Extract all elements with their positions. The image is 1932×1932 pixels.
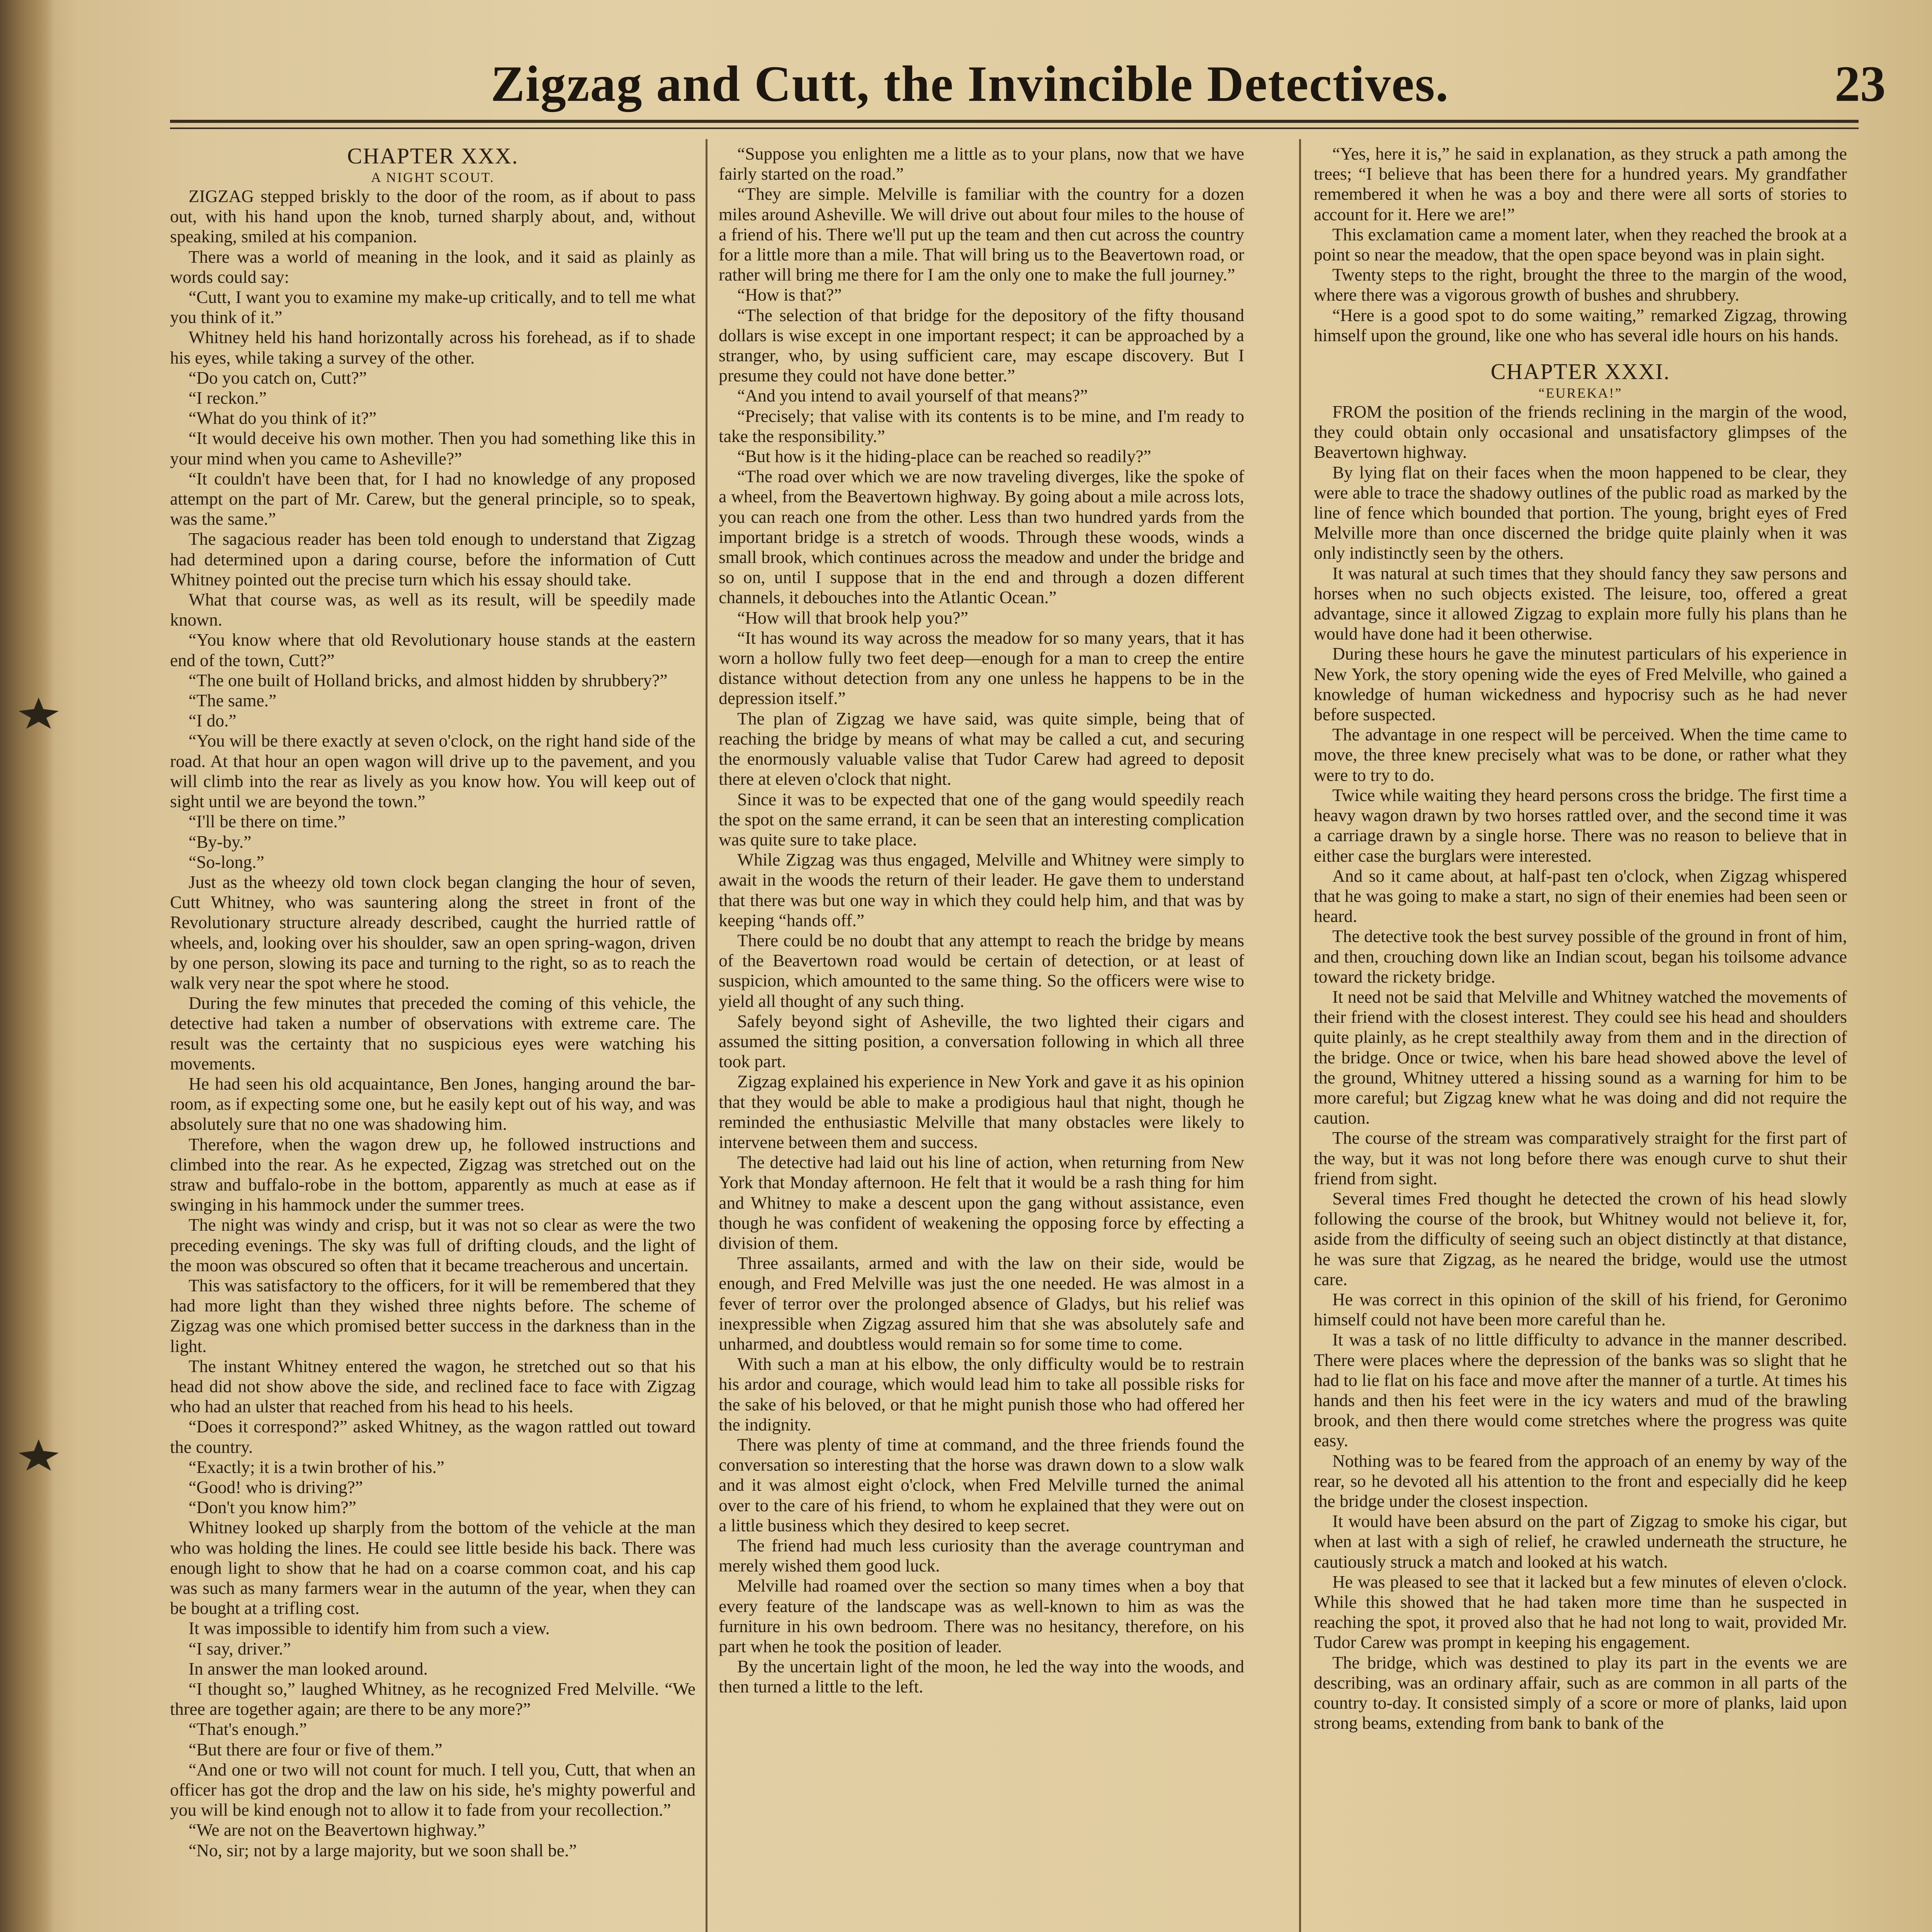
column-divider — [706, 139, 707, 1932]
column-body — [1314, 144, 1847, 345]
paragraph: Safely beyond sight of Asheville, the two lighted their cigars and assumed the sitting position, a conversation following in which all three took part. — [719, 1011, 1244, 1071]
paragraph: “It would deceive his own mother. Then you had something like this in your mind when you came to Asheville?” — [170, 428, 696, 468]
paragraph: Melville had roamed over the section so many times when a boy that every feature of the landscape was as well-known to him as was the furniture in his own bedroom. There was no hesitancy, therefore, on his part when he took the position of leader. — [719, 1576, 1244, 1656]
paragraph: By the uncertain light of the moon, he led the way into the woods, and then turned a little to the left. — [719, 1656, 1244, 1697]
column-divider — [1299, 139, 1301, 1932]
paragraph: The detective took the best survey possible of the ground in front of him, and then, crouching down like an Indian scout, began his toilsome advance toward the rickety bridge. — [1314, 926, 1847, 986]
paragraph: He was correct in this opinion of the skill of his friend, for Geronimo himself could not have been more careful than he. — [1314, 1289, 1847, 1330]
paragraph: “But there are four or five of them.” — [189, 1739, 442, 1759]
paragraph: By lying flat on their faces when the moon happened to be clear, they were able to trace the shadowy outlines of the public road as marked by the line of fence which bounded that portion. The young, bright eyes of Fred Melville more than once discerned the bridge quite plainly when it was only indistinctly seen by the others. — [1314, 462, 1847, 563]
column-body — [170, 186, 696, 1861]
paragraph: In answer the man looked around. — [189, 1658, 428, 1679]
text-column-2 — [719, 144, 1244, 1932]
paragraph: Twenty steps to the right, brought the three to the margin of the wood, where there was a vigorous growth of bushes and shrubbery. — [1314, 265, 1847, 305]
paragraph: The detective had laid out his line of action, when returning from New York that Monday afternoon. He felt that it would be a rash thing for him and Whitney to make a descent upon the gang without assistance, even though he was confident of weakening the opposing force by effecting a division of them. — [719, 1152, 1244, 1253]
paragraph: “They are simple. Melville is familiar with the country for a dozen miles around Asheville. We will drive out about four miles to the house of a friend of his. There we'll put up the team and then cut across the country for a little more than a mile. That will bring us to the Beavertown road, or rather will bring me there for I am the only one to make the full journey.” — [719, 184, 1244, 285]
star-staple-icon — [15, 1437, 62, 1472]
paragraph: “I say, driver.” — [189, 1638, 291, 1658]
paragraph: The plan of Zigzag we have said, was quite simple, being that of reaching the bridge by means of what may be called a cut, and securing the enormously valuable valise that Tudor Carew had agreed to deposit there at eleven o'clock that night. — [719, 708, 1244, 789]
paragraph: “What do you think of it?” — [189, 408, 377, 428]
paragraph: It was natural at such times that they should fancy they saw persons and horses when no such objects existed. The leisure, too, offered a great advantage, since it allowed Zigzag to explain more fully his plans than he would have done had it been otherwise. — [1314, 563, 1847, 644]
paragraph: “You will be there exactly at seven o'clock, on the right hand side of the road. At that hour an open wagon will drive up to the pavement, and you will climb into the rear as lively as you know how. You will keep out of sight until we are beyond the town.” — [170, 731, 696, 811]
chapter-heading: CHAPTER XXXI. — [1490, 359, 1670, 384]
paragraph: “How is that?” — [737, 285, 842, 305]
paragraph: Therefore, when the wagon drew up, he followed instructions and climbed into the rear. As he expected, Zigzag was stretched out on the straw and buffalo-robe in the bottom, apparently as much at ease as if swinging in his hammock under the summer trees. — [170, 1134, 696, 1215]
paragraph: Twice while waiting they heard persons cross the bridge. The first time a heavy wagon drawn by two horses rattled over, and the second time it was a carriage drawn by a single horse. There was no reason to believe that in either case the burglars were interested. — [1314, 785, 1847, 866]
paragraph: “By-by.” — [189, 832, 252, 852]
paragraph: “We are not on the Beavertown highway.” — [189, 1820, 485, 1840]
paragraph: It was a task of no little difficulty to advance in the manner described. There were places where the depression of the banks was so slight that he had to lie flat on his face and move after the manner of a turtle. At times his hands and then his feet were in the icy waters and mud of the brawling brook, and then there would come stretches where the progress was quite easy. — [1314, 1330, 1847, 1451]
paragraph: “I do.” — [189, 711, 236, 731]
paragraph: It need not be said that Melville and Whitney watched the movements of their friend with the closest interest. They could see his head and shoulders quite plainly, as he crept stealthily away from them and in the direction of the bridge. Once or twice, when his bare head showed above the level of the ground, Whitney uttered a hissing sound as a warning for him to be more careful; but Zigzag knew what he was doing and did not require the caution. — [1314, 986, 1847, 1128]
chapter-subtitle: “EUREKA!” — [1538, 385, 1622, 401]
paragraph: This was satisfactory to the officers, for it will be remembered that they had more light than they wished three nights before. The scheme of Zigzag was one which promised better success in the darkness than in the light. — [170, 1275, 696, 1356]
paragraph: FROM the position of the friends reclining in the margin of the wood, they could obtain only occasional and unsatisfactory glimpses of the Beavertown highway. — [1314, 402, 1847, 462]
paragraph: Just as the wheezy old town clock began clanging the hour of seven, Cutt Whitney, who was sauntering along the street in front of the Revolutionary structure already described, caught the hurried rattle of wheels, and, looking over his shoulder, saw an open spring-wagon, driven by one person, slowing its pace and turning to the right, so as to reach the walk very near the spot where he stood. — [170, 872, 696, 993]
header-rule-thin — [170, 128, 1859, 129]
paragraph: “Exactly; it is a twin brother of his.” — [189, 1457, 445, 1477]
paragraph: There was plenty of time at command, and the three friends found the conversation so interesting that the horse was drawn down to a slow walk and it was almost eight o'clock, when Fred Melville turned the animal over to the care of his friend, to whom he explained that they were out on a little business which they desired to keep secret. — [719, 1435, 1244, 1535]
paragraph: “Don't you know him?” — [189, 1497, 357, 1517]
paragraph: “You know where that old Revolutionary house stands at the eastern end of the town, Cutt?” — [170, 630, 696, 670]
paragraph: “Suppose you enlighten me a little as to your plans, now that we have fairly started on the road.” — [719, 144, 1244, 184]
paragraph: “No, sir; not by a large majority, but we soon shall be.” — [189, 1840, 577, 1860]
paragraph: “It couldn't have been that, for I had no knowledge of any proposed attempt on the part of Mr. Carew, but the general principle, so to speak, was the same.” — [170, 468, 696, 529]
paragraph: The instant Whitney entered the wagon, he stretched out so that his head did not show above the side, and reclined face to face with Zigzag who had an ulster that reached from his head to his heels. — [170, 1356, 696, 1417]
paragraph: “Yes, here it is,” he said in explanation, as they struck a path among the trees; “I believe that has been there for a hundred years. My grandfather remembered it when he was a boy and there were all sorts of stories to account for it. Here we are!” — [1314, 144, 1847, 224]
paragraph: The night was windy and crisp, but it was not so clear as were the two preceding evenings. The sky was full of drifting clouds, and the light of the moon was obscured so often that it became treacherous and uncertain. — [170, 1215, 696, 1275]
paragraph: It was impossible to identify him from such a view. — [189, 1618, 550, 1638]
chapter-heading: CHAPTER XXX. — [347, 144, 519, 168]
paragraph: “That's enough.” — [189, 1719, 307, 1739]
paragraph: “So-long.” — [189, 852, 264, 872]
paragraph: “And one or two will not count for much. I tell you, Cutt, that when an officer has got the drop and the law on his side, he's mighty powerful and you will be kind enough not to allow it to fade from your recollection.” — [170, 1759, 696, 1820]
paragraph: The friend had much less curiosity than the average countryman and merely wished them good luck. — [719, 1536, 1244, 1576]
paragraph: There was a world of meaning in the look, and it said as plainly as words could say: — [170, 247, 696, 287]
chapter-subtitle: A NIGHT SCOUT. — [371, 170, 495, 185]
running-header-title: Zigzag and Cutt, the Invincible Detectives. — [491, 55, 1449, 112]
paragraph: “Do you catch on, Cutt?” — [189, 367, 367, 388]
column-body — [1314, 402, 1847, 1733]
paragraph: “The one built of Holland bricks, and almost hidden by shrubbery?” — [189, 670, 668, 690]
paragraph: He was pleased to see that it lacked but a few minutes of eleven o'clock. While this showed that he had taken more time than he suspected in reaching the spot, it proved also that he had not long to wait, provided Mr. Tudor Carew was prompt in keeping his engagement. — [1314, 1571, 1847, 1652]
star-staple-icon — [15, 696, 62, 730]
paragraph: “Cutt, I want you to examine my make-up critically, and to tell me what you think of it.” — [170, 287, 696, 327]
paragraph: The sagacious reader has been told enough to understand that Zigzag had determined upon a daring course, before the information of Cutt Whitney pointed out the precise turn which his essay should take. — [170, 529, 696, 589]
column-body — [719, 144, 1244, 1697]
paragraph: “The road over which we are now traveling diverges, like the spoke of a wheel, from the Beavertown highway. By going about a mile across lots, you can reach one from the other. Less than two hundred yards from the important bridge is a stretch of woods. Through these woods, winds a small brook, which continues across the meadow and under the bridge and so on, until I suppose that in the end and through a dozen different channels, it debouches into the Atlantic Ocean.” — [719, 466, 1244, 607]
text-column-3 — [1314, 144, 1847, 1932]
paragraph: “The same.” — [189, 690, 277, 711]
paragraph: “I thought so,” laughed Whitney, as he recognized Fred Melville. “We three are together again; are there to be any more?” — [170, 1679, 696, 1719]
paragraph: He had seen his old acquaintance, Ben Jones, hanging around the bar-room, as if expecting some one, but he easily kept out of his way, and was absolutely sure that no one was shadowing him. — [170, 1073, 696, 1134]
paragraph: “Good! who is driving?” — [189, 1477, 363, 1497]
paragraph: ZIGZAG stepped briskly to the door of the room, as if about to pass out, with his hand upon the knob, turned sharply about, and, without speaking, smiled at his companion. — [170, 186, 696, 247]
page-binding — [0, 0, 54, 1932]
paragraph: The advantage in one respect will be perceived. When the time came to move, the three knew precisely what was to be done, or rather what they were to try to do. — [1314, 724, 1847, 785]
paragraph: “I'll be there on time.” — [189, 811, 346, 832]
paragraph: Since it was to be expected that one of the gang would speedily reach the spot on the same errand, it can be seen that an interesting complication was quite sure to take place. — [719, 789, 1244, 849]
paragraph: Several times Fred thought he detected the crown of his head slowly following the course of the brook, but Whitney would not believe it, for, aside from the difficulty of seeing such an object distinctly at that distance, he was sure that Zigzag, as he neared the bridge, would use the utmost care. — [1314, 1188, 1847, 1289]
page-number: 23 — [1835, 55, 1886, 112]
paragraph: Three assailants, armed and with the law on their side, would be enough, and Fred Melville was just the one needed. He was almost in a fever of terror over the prolonged absence of Gladys, but his relief was inexpressible when Zigzag assured him that she was absolutely safe and unharmed, and doubtless would remain so for some time to come. — [719, 1253, 1244, 1354]
text-column-1 — [170, 144, 696, 1932]
paragraph: Zigzag explained his experience in New York and gave it as his opinion that they would be able to make a prodigious haul that night, though he reminded the enthusiastic Melville that many obstacles were likely to intervene between them and success. — [719, 1071, 1244, 1152]
paragraph: And so it came about, at half-past ten o'clock, when Zigzag whispered that he was going to make a start, no sign of their enemies had been seen or heard. — [1314, 866, 1847, 926]
paragraph: “The selection of that bridge for the depository of the fifty thousand dollars is wise except in one important respect; it can be approached by a stranger, who, by using sufficient care, may escape discovery. But I presume they could not have done better.” — [719, 305, 1244, 386]
paragraph: While Zigzag was thus engaged, Melville and Whitney were simply to await in the woods the return of their leader. He gave them to understand that there was but one way in which they could help him, and that was by keeping “hands off.” — [719, 850, 1244, 930]
paragraph: What that course was, as well as its result, will be speedily made known. — [170, 590, 696, 630]
paragraph: “Here is a good spot to do some waiting,” remarked Zigzag, throwing himself upon the ground, like one who has several idle hours on his hands. — [1314, 305, 1847, 345]
paragraph: “I reckon.” — [189, 388, 267, 408]
paragraph: During these hours he gave the minutest particulars of his experience in New York, the story opening wide the eyes of Fred Melville, who gained a knowledge of human wickedness and hypocrisy such as he had never before suspected. — [1314, 644, 1847, 724]
paragraph: Nothing was to be feared from the approach of an enemy by way of the rear, so he devoted all his attention to the front and especially did he keep the bridge under the closest inspection. — [1314, 1451, 1847, 1511]
paragraph: Whitney held his hand horizontally across his forehead, as if to shade his eyes, while taking a survey of the other. — [170, 327, 696, 367]
paragraph: During the few minutes that preceded the coming of this vehicle, the detective had taken a number of observations with extreme care. The result was the certainty that no suspicious eyes were watching his movements. — [170, 993, 696, 1073]
paragraph: The bridge, which was destined to play its part in the events we are describing, was an ordinary affair, such as are common in all parts of the country to-day. It consisted simply of a score or more of planks, laid upon strong beams, extending from bank to bank of the — [1314, 1652, 1847, 1733]
paragraph: Whitney looked up sharply from the bottom of the vehicle at the man who was holding the lines. He could see little beside his back. There was enough light to show that he had on a coarse common coat, and his cap was such as many farmers wear in the autumn of the year, when they can be bought at a trifling cost. — [170, 1517, 696, 1618]
paragraph: The course of the stream was comparatively straight for the first part of the way, but it was not long before there was enough curve to shut their friend from sight. — [1314, 1128, 1847, 1188]
paragraph: This exclamation came a moment later, when they reached the brook at a point so near the meadow, that the open space beyond was in plain sight. — [1314, 224, 1847, 265]
paragraph: “But how is it the hiding-place can be reached so readily?” — [737, 446, 1151, 466]
paragraph: “Does it correspond?” asked Whitney, as the wagon rattled out toward the country. — [170, 1417, 696, 1457]
section-spacer — [1314, 345, 1847, 359]
paragraph: “And you intend to avail yourself of that means?” — [737, 386, 1088, 406]
header-rule — [170, 120, 1859, 123]
paragraph: With such a man at his elbow, the only difficulty would be to restrain his ardor and courage, which would lead him to take all possible risks for the sake of his beloved, or that he might punish those who had offered her the indignity. — [719, 1354, 1244, 1434]
paragraph: There could be no doubt that any attempt to reach the bridge by means of the Beavertown road would be certain of detection, or at least of suspicion, which amounted to the same thing. So the officers were wise to yield all thought of any such thing. — [719, 930, 1244, 1011]
paragraph: “Precisely; that valise with its contents is to be mine, and I'm ready to take the responsibility.” — [719, 406, 1244, 446]
paragraph: “How will that brook help you?” — [737, 607, 968, 628]
paragraph: “It has wound its way across the meadow for so many years, that it has worn a hollow fully two feet deep—enough for a man to creep the entire distance without detection from any one unless he happens to be in the depression itself.” — [719, 628, 1244, 708]
paragraph: It would have been absurd on the part of Zigzag to smoke his cigar, but when at last with a sigh of relief, he crawled underneath the structure, he cautiously struck a match and looked at his watch. — [1314, 1511, 1847, 1571]
